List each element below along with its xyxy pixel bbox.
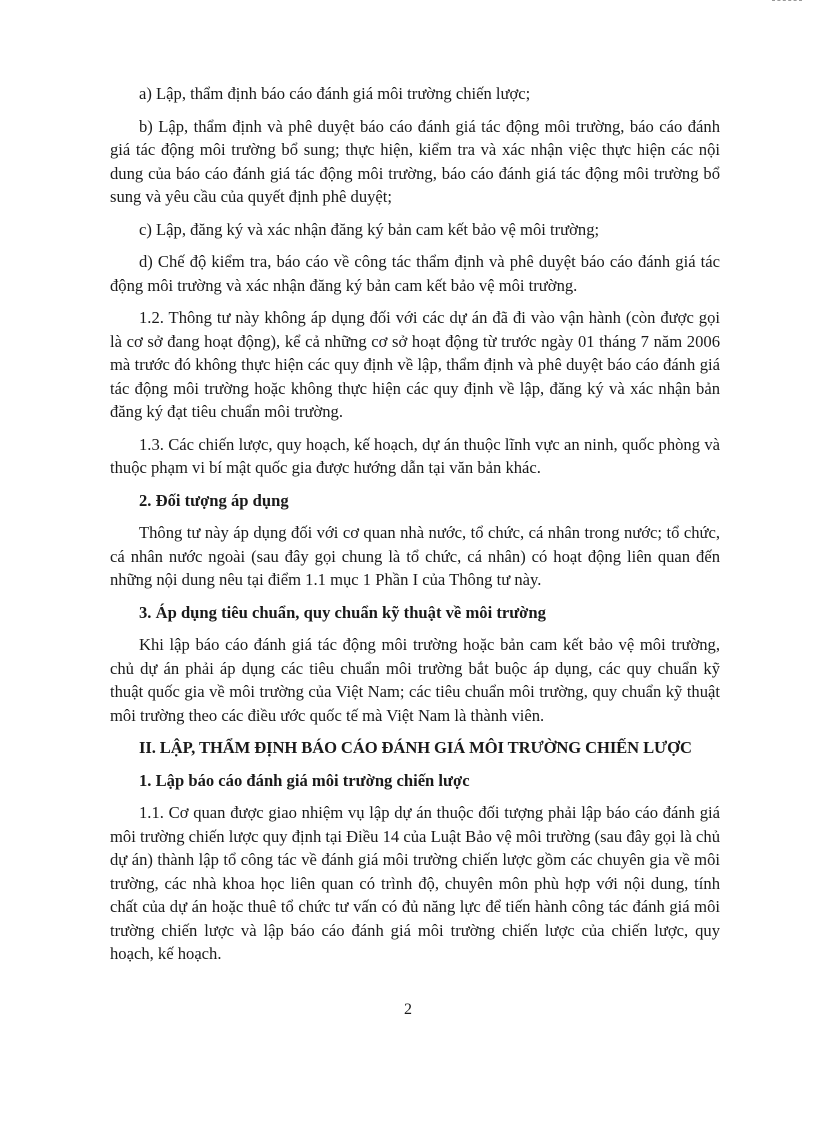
page-number: 2 — [404, 1001, 412, 1018]
document-body — [110, 82, 720, 975]
chapter-heading-ii: II. LẬP, THẨM ĐỊNH BÁO CÁO ĐÁNH GIÁ MÔI TRƯỜNG CHIẾN LƯỢC — [139, 738, 692, 757]
scan-corner-mark — [772, 0, 802, 5]
clause-1-2: 1.2. Thông tư này không áp dụng đối với các dự án đã đi vào vận hành (còn được gọi là cơ sở đang hoạt động), kể cả những cơ sở hoạt động từ trước ngày 01 tháng 7 năm 2006 mà trước đó không thực hiện các quy định về lập, thẩm định và phê duyệt báo cáo đánh giá tác động môi trường hoặc không thực hiện các quy định về lập, đăng ký và xác nhận bản đăng ký đạt tiêu chuẩn môi trường. — [110, 308, 720, 421]
scope-paragraph: Thông tư này áp dụng đối với cơ quan nhà nước, tổ chức, cá nhân trong nước; tổ chức, cá nhân nước ngoài (sau đây gọi chung là tổ chức, cá nhân) có hoạt động liên quan đến những nội dung nêu tại điểm 1.1 mục 1 Phần I của Thông tư này. — [110, 523, 720, 589]
section-heading-3: 3. Áp dụng tiêu chuẩn, quy chuẩn kỹ thuật về môi trường — [139, 602, 546, 622]
standards-paragraph: Khi lập báo cáo đánh giá tác động môi trường hoặc bản cam kết bảo vệ môi trường, chủ dự án phải áp dụng các tiêu chuẩn môi trường bắt buộc áp dụng, các quy chuẩn kỹ thuật quốc gia về môi trường của Việt Nam; các tiêu chuẩn môi trường, quy chuẩn kỹ thuật môi trường theo các điều ước quốc tế mà Việt Nam là thành viên. — [110, 635, 720, 725]
clause-ii-1-1: 1.1. Cơ quan được giao nhiệm vụ lập dự án thuộc đối tượng phải lập báo cáo đánh giá môi trường chiến lược quy định tại Điều 14 của Luật Bảo vệ môi trường (sau đây gọi là chủ dự án) thành lập tổ công tác về đánh giá môi trường chiến lược gồm các chuyên gia về môi trường, các nhà khoa học liên quan có trình độ, chuyên môn phù hợp với nội dung, tính chất của dự án hoặc thuê tổ chức tư vấn có đủ năng lực để tiến hành công tác đánh giá môi trường chiến lược và lập báo cáo đánh giá môi trường chiến lược của chiến lược, quy hoạch, kế hoạch. — [110, 803, 720, 963]
clause-1-3: 1.3. Các chiến lược, quy hoạch, kế hoạch, dự án thuộc lĩnh vực an ninh, quốc phòng và thuộc phạm vi bí mật quốc gia được hướng dẫn tại văn bản khác. — [110, 434, 720, 477]
section-heading-ii-1: 1. Lập báo cáo đánh giá môi trường chiến lược — [139, 770, 470, 790]
item-a: a) Lập, thẩm định báo cáo đánh giá môi trường chiến lược; — [139, 84, 531, 103]
item-b: b) Lập, thẩm định và phê duyệt báo cáo đánh giá tác động môi trường, báo cáo đánh giá tác động môi trường bổ sung; thực hiện, kiểm tra và xác nhận việc thực hiện các nội dung của báo cáo đánh giá tác động môi trường, báo cáo đánh giá tác động môi trường bổ sung và yêu cầu của quyết định phê duyệt; — [110, 116, 720, 206]
item-d: d) Chế độ kiểm tra, báo cáo về công tác thẩm định và phê duyệt báo cáo đánh giá tác động môi trường và xác nhận đăng ký bản cam kết bảo vệ môi trường. — [110, 252, 720, 295]
item-c: c) Lập, đăng ký và xác nhận đăng ký bản cam kết bảo vệ môi trường; — [139, 219, 600, 239]
section-heading-2: 2. Đối tượng áp dụng — [139, 490, 289, 510]
